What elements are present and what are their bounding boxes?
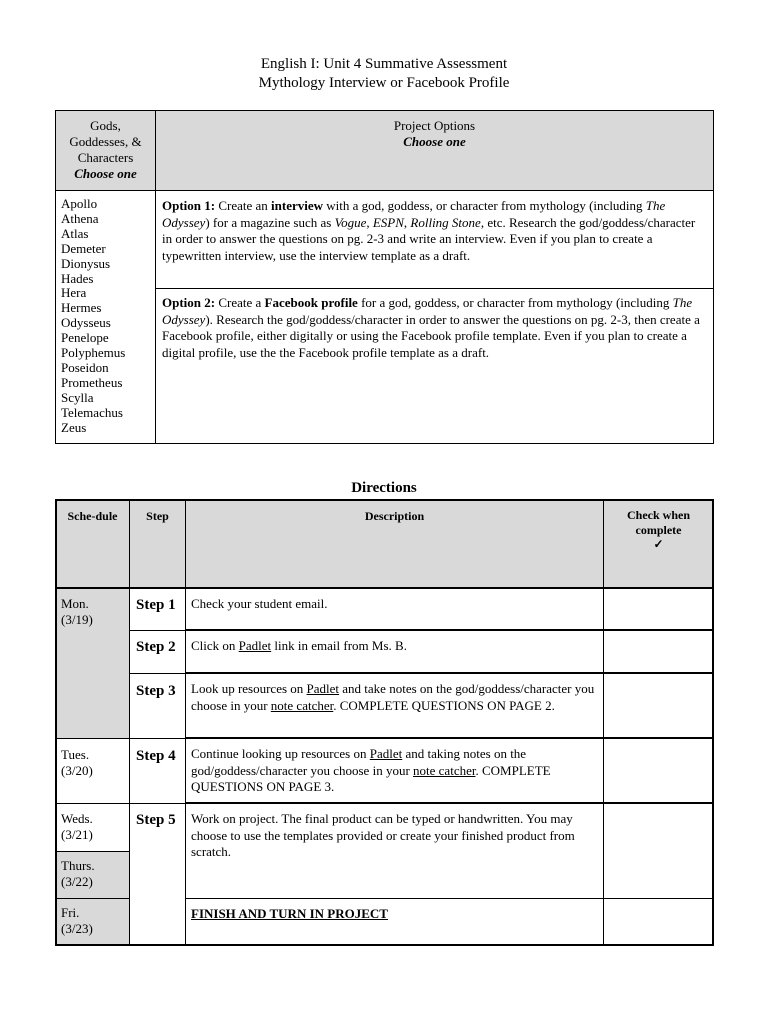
project-options-choose-one: Choose one — [403, 134, 466, 149]
schedule-header: Sche-dule — [67, 509, 118, 523]
option1-italic: ESPN — [372, 214, 404, 230]
check-cell-5[interactable] — [603, 803, 714, 899]
step-label-1: Step 1 — [136, 597, 176, 613]
day-weds — [61, 811, 93, 843]
characters-header-line: Characters — [77, 150, 134, 165]
option2-label: Option 2: — [162, 295, 216, 310]
step4-text-part: . COMPLETE QUESTIONS ON PAGE 3. — [191, 762, 551, 794]
day-name: Tues. — [61, 747, 90, 762]
characters-header — [55, 118, 156, 182]
character-item: Zeus — [61, 419, 87, 435]
character-item: Hermes — [61, 300, 102, 316]
day-name: Weds. — [61, 811, 93, 826]
step3-description — [191, 681, 599, 714]
character-list — [61, 197, 125, 436]
option1-text-part: , — [403, 214, 411, 230]
character-item: Polyphemus — [61, 345, 126, 361]
day-name: Fri. — [61, 905, 80, 920]
check-header — [610, 508, 707, 552]
character-item: Atlas — [61, 225, 89, 241]
character-item: Hera — [61, 285, 87, 301]
option2-keyword: Facebook profile — [264, 295, 358, 310]
option1-text-part: , etc. Research the god/goddess/character in order to answer the questions on pg. 2-3 and write an interview. Even if you plan to create a typewritten interview, use the interview template as a draft. — [162, 214, 696, 263]
step4-text-part: Continue looking up resources on — [191, 746, 370, 761]
characters-choose-one: Choose one — [74, 166, 137, 181]
option1-text — [162, 198, 708, 264]
note-catcher-link[interactable]: note catcher — [270, 697, 334, 713]
padlet-link[interactable]: Padlet — [306, 681, 340, 696]
note-catcher-link[interactable]: note catcher — [413, 762, 476, 778]
character-item: Apollo — [61, 196, 98, 211]
character-item: Poseidon — [61, 359, 109, 375]
day-name: Mon. — [61, 596, 89, 611]
day-tues — [61, 747, 93, 779]
characters-header-line: Goddesses, & — [69, 134, 142, 149]
directions-heading: Directions — [351, 480, 417, 496]
step2-description — [191, 638, 599, 655]
step4-text-part: and taking notes on the god/goddess/character you choose in your — [191, 746, 527, 778]
step-label-4: Step 4 — [136, 748, 176, 764]
character-item: Odysseus — [61, 315, 111, 331]
step2-text-part: Click on — [191, 638, 239, 653]
check-cell-1[interactable] — [603, 588, 714, 631]
option2-text-part: Create a — [215, 295, 265, 310]
check-mark-icon: ✓ — [653, 537, 664, 551]
character-item: Hades — [61, 270, 94, 286]
project-options-title: Project Options — [393, 118, 476, 133]
day-name: Thurs. — [61, 858, 95, 873]
project-options-header — [155, 118, 714, 150]
day-date: (3/22) — [61, 874, 93, 889]
day-date: (3/21) — [61, 827, 93, 842]
option2-text — [162, 295, 708, 361]
step2-text-part: link in email from Ms. B. — [271, 638, 407, 653]
page-subtitle: Mythology Interview or Facebook Profile — [258, 75, 510, 91]
step-label-2: Step 2 — [136, 639, 176, 655]
step-header: Step — [146, 509, 169, 523]
check-cell-3[interactable] — [603, 673, 714, 739]
option2-text-part: ). Research the god/goddess/character in order to answer the questions on pg. 2-3, then create a Facebook profile, either digitally or using the Facebook profile template. Even if you plan to create a digital profile, use the the Facebook profile template as a draft. — [162, 311, 700, 360]
day-fri — [61, 905, 93, 937]
step-label-5: Step 5 — [136, 812, 176, 828]
check-cell-2[interactable] — [603, 630, 714, 674]
step5-description: Work on project. The final product can be typed or handwritten. You may choose to use the templates provided or create your finished product from scratch. — [191, 811, 575, 859]
check-header-label: Check when complete — [626, 508, 690, 537]
character-item: Telemachus — [61, 404, 123, 420]
check-cell-finish[interactable] — [603, 898, 714, 946]
step3-text-part: Look up resources on — [191, 681, 307, 696]
step4-description — [191, 746, 599, 796]
option2-text-part: for a god, goddess, or character from mythology (including — [357, 295, 673, 310]
day-date: (3/20) — [61, 763, 93, 778]
character-item: Penelope — [61, 330, 109, 346]
step3-text-part: . COMPLETE QUESTIONS ON PAGE 2. — [333, 697, 555, 713]
day-thurs — [61, 858, 95, 890]
padlet-link[interactable]: Padlet — [369, 746, 403, 761]
option1-text-part: Create an — [215, 198, 272, 213]
day-date: (3/19) — [61, 612, 93, 627]
day-date: (3/23) — [61, 921, 93, 936]
step3-text-part: and take notes on the god/goddess/character you choose in your — [191, 681, 595, 713]
option1-label: Option 1: — [162, 198, 216, 213]
characters-header-line: Gods, — [90, 118, 121, 133]
description-header: Description — [364, 509, 425, 523]
step-label-3: Step 3 — [136, 683, 176, 699]
character-item: Demeter — [61, 240, 106, 256]
check-cell-4[interactable] — [603, 738, 714, 804]
option1-text-part: ) for a magazine such as — [205, 214, 335, 230]
character-item: Dionysus — [61, 255, 111, 271]
page-title: English I: Unit 4 Summative Assessment — [260, 56, 508, 72]
finish-project-text: FINISH AND TURN IN PROJECT — [191, 906, 388, 921]
day-mon — [61, 596, 93, 628]
character-item: Scylla — [61, 389, 94, 405]
option1-keyword: interview — [271, 198, 324, 213]
padlet-link[interactable]: Padlet — [238, 638, 272, 653]
option1-italic: Vogue — [334, 214, 367, 230]
option1-italic: The Odyssey — [162, 198, 666, 230]
character-item: Athena — [61, 210, 99, 226]
option1-text-part: , — [366, 214, 373, 230]
option1-text-part: with a god, goddess, or character from mythology (including — [323, 198, 646, 213]
step1-description: Check your student email. — [191, 596, 328, 611]
option2-italic: The Odyssey — [162, 295, 693, 327]
option1-italic: Rolling Stone — [410, 214, 481, 230]
character-item: Prometheus — [61, 374, 123, 390]
